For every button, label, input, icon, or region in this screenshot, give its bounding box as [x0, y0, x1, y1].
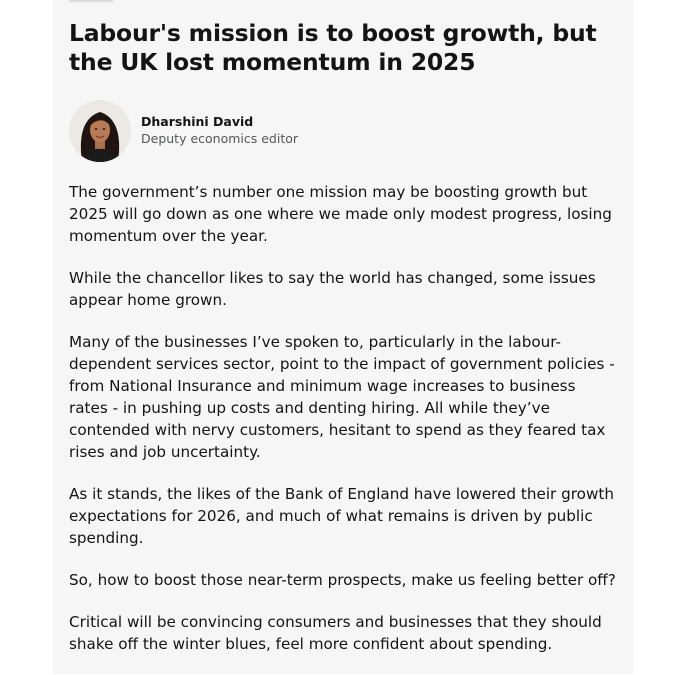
author-avatar[interactable]: [69, 100, 131, 162]
paragraph: So, how to boost those near-term prospects, make us feeling better off?: [69, 571, 616, 589]
paragraph: Critical will be convincing consumers and businesses that they should shake off the winter blues, feel more confident about spending.: [69, 613, 602, 653]
article-body: [69, 181, 617, 675]
author-name[interactable]: Dharshini David: [141, 114, 254, 129]
byline: [69, 100, 609, 162]
author-portrait-icon: [69, 100, 131, 162]
paragraph: Many of the businesses I’ve spoken to, particularly in the labour-dependent services sector, point to the impact of government policies - from National Insurance and minimum wage increases to business rates - in pushing up costs and denting hiring. All while they’ve contended with nervy customers, hesitant to spend as they feared tax rises and job uncertainty.: [69, 333, 615, 461]
paragraph: As it stands, the likes of the Bank of England have lowered their growth expectations for 2026, and much of what remains is driven by public spending.: [69, 485, 614, 547]
paragraph: The government’s number one mission may be boosting growth but 2025 will go down as one where we made only modest progress, losing momentum over the year.: [69, 183, 612, 245]
author-role: Deputy economics editor: [141, 131, 299, 146]
paragraph: While the chancellor likes to say the world has changed, some issues appear home grown.: [69, 269, 596, 309]
article-card: [53, 0, 633, 674]
article-headline: Labour's mission is to boost growth, but the UK lost momentum in 2025: [69, 19, 597, 76]
divider: [69, 0, 113, 2]
